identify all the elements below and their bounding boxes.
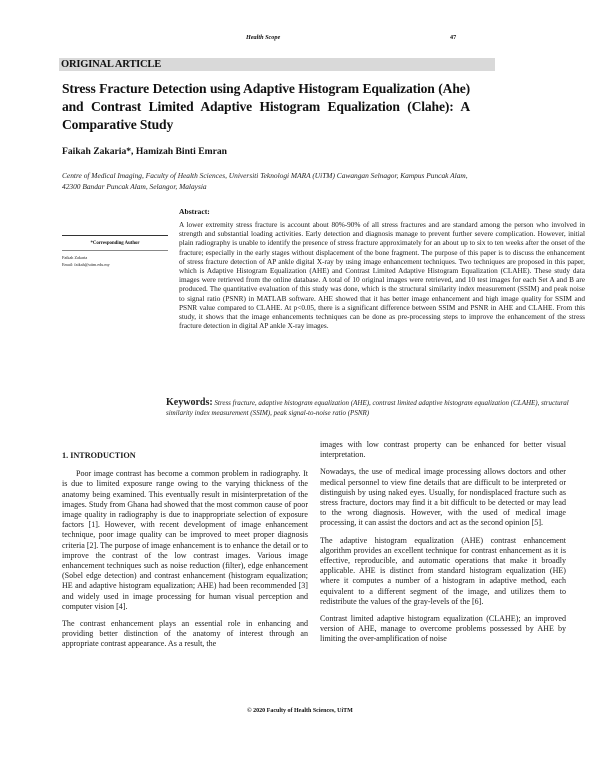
corresponding-author-name: Faikah Zakaria <box>62 255 88 260</box>
author-list: Faikah Zakaria*, Hamizah Binti Emran <box>62 146 227 157</box>
body-column-right <box>320 440 566 652</box>
corresponding-author-bottom-rule <box>62 250 168 251</box>
body-paragraph: Poor image contrast has become a common problem in radiography. It is due to limited exposure range owing to the varying thickness of the anatomy being examined. This eventually result in misinterpretation of the images. Study from Ghana had showed that the most common cause of poor image quality in radiography is due to inappropriate selection of exposure factors [1]. However, with recent development of image enhancement technique, poor image quality can be improved to meet proper diagnosis criteria [2]. The purpose of image enhancement is to enhance the detail or to improve the contrast of the low contrast images. Various image enhancement techniques such as noise reduction (filter), edge enhancement (Sobel edge detection) and contrast enhancement (histogram equalization; HE and adaptive histogram equalization; AHE) had been recommended [3] and widely used in image processing for human visual perception and computer vision [4]. <box>62 469 308 611</box>
body-column-left <box>62 440 308 657</box>
corresponding-author-heading: *Corresponding Author <box>90 241 140 246</box>
article-type-banner <box>59 58 495 71</box>
section-heading-introduction: 1. INTRODUCTION <box>62 451 136 460</box>
corresponding-author-top-rule <box>62 235 168 236</box>
body-paragraph: The contrast enhancement plays an essential role in enhancing and providing better distinction of the anatomy of interest through an appropriate contrast appearance. As a result, the <box>62 619 308 649</box>
abstract-heading: Abstract: <box>179 207 210 216</box>
body-paragraph: The adaptive histogram equalization (AHE) contrast enhancement algorithm provides an excellent technique for contrast enhancement as it is effective, reproducible, and automatic operations that make it broadly applicable. AHE is distinct from standard histogram equalization (HE) where it computes a number of a histogram in adaptive method, each equivalent to a different segment of the image, and utilizes them to redistribute the values of the gray-levels of the [6]. <box>320 535 566 606</box>
keywords-label: Keywords: <box>166 397 213 408</box>
running-head <box>0 34 600 46</box>
journal-name: Health Scope <box>246 34 281 41</box>
body-paragraph: Nowadays, the use of medical image processing allows doctors and other medical personnel to view fine details that are difficult to be interpreted or distinguish by using naked eyes. Usually, for nondisplaced fracture such as stress fracture, doctors may find it a bit difficult to be detected or may lead to the wrong diagnosis. However, with the used of medical image processing, it can assist the doctors and act as the second opinion [5]. <box>320 467 566 528</box>
keywords-section <box>166 398 586 418</box>
abstract-section <box>179 207 585 331</box>
corresponding-author-email: Email: faikah@uitm.edu.my <box>62 262 110 267</box>
body-paragraph: Contrast limited adaptive histogram equalization (CLAHE); an improved version of AHE, manage to overcome problems possessed by AHE by limiting the over-amplification of noise <box>320 614 566 644</box>
page-number: 47 <box>450 34 457 41</box>
body-paragraph: images with low contrast property can be enhanced for better visual interpretation. <box>320 440 566 460</box>
abstract-text: A lower extremity stress fracture is account about 80%-90% of all stress fractures and are standard among the person who involved in strength and substantial loading activities. Early detection and diagnosis manage to prevent further severe complication. However, initial plain radiography is unable to identify the presence of stress fracture approximately for an about up to six to ten weeks after the onset of the fracture; especially in the early stages without displacement of the bone fragment. The purpose of this paper is to discuss the enhancement of stress fracture detection of AP ankle digital X-ray by using image enhancement techniques. Two techniques are proposed in this paper, which is Adaptive Histogram Equalization (AHE) and Contrast Limited Adaptive Histogram Equalization (CLAHE). These study data images were retrieved from the online database. A total of 10 original images were retrieved, and 10 test images for each Set A and B are produced. The quantitative evaluation of this study was done, which is the structural similarity index measurement (SSIM) and peak noise to signal ratio (PSNR) in MATLAB software. AHE showed that it has better image enhancement and high image quality for SSIM and PSNR value compared to CLAHE. At p<0.05, there is a significant difference between SSIM and PSNR in AHE and CLAHE. From this study, it shows that the image enhancements techniques can be done as pre-processing steps to improve the enhancement of the stress fracture detection in digital AP ankle X-ray images. <box>179 221 585 331</box>
copyright-footer: © 2020 Faculty of Health Sciences, UiTM <box>247 708 353 714</box>
corresponding-author-box <box>62 235 168 268</box>
keywords-text: Stress fracture, adaptive histogram equalization (AHE), contrast limited adaptive histogram equalization (CLAHE), structural similarity index measurement (SSIM), peak signal-to-noise ratio (PSNR) <box>166 399 569 417</box>
article-type-label: ORIGINAL ARTICLE <box>61 59 162 70</box>
author-affiliation: Centre of Medical Imaging, Faculty of Health Sciences, Universiti Teknologi MARA (UiTM) Cawangan Selnagor, Kampus Puncak Alam, 42300 Bandar Puncak Alam, Selangor, Malaysia <box>62 171 468 191</box>
paper-title: Stress Fracture Detection using Adaptive Histogram Equalization (Ahe) and Contrast Limited Adaptive Histogram Equalization (Clahe): A Comparative Study <box>62 81 470 132</box>
